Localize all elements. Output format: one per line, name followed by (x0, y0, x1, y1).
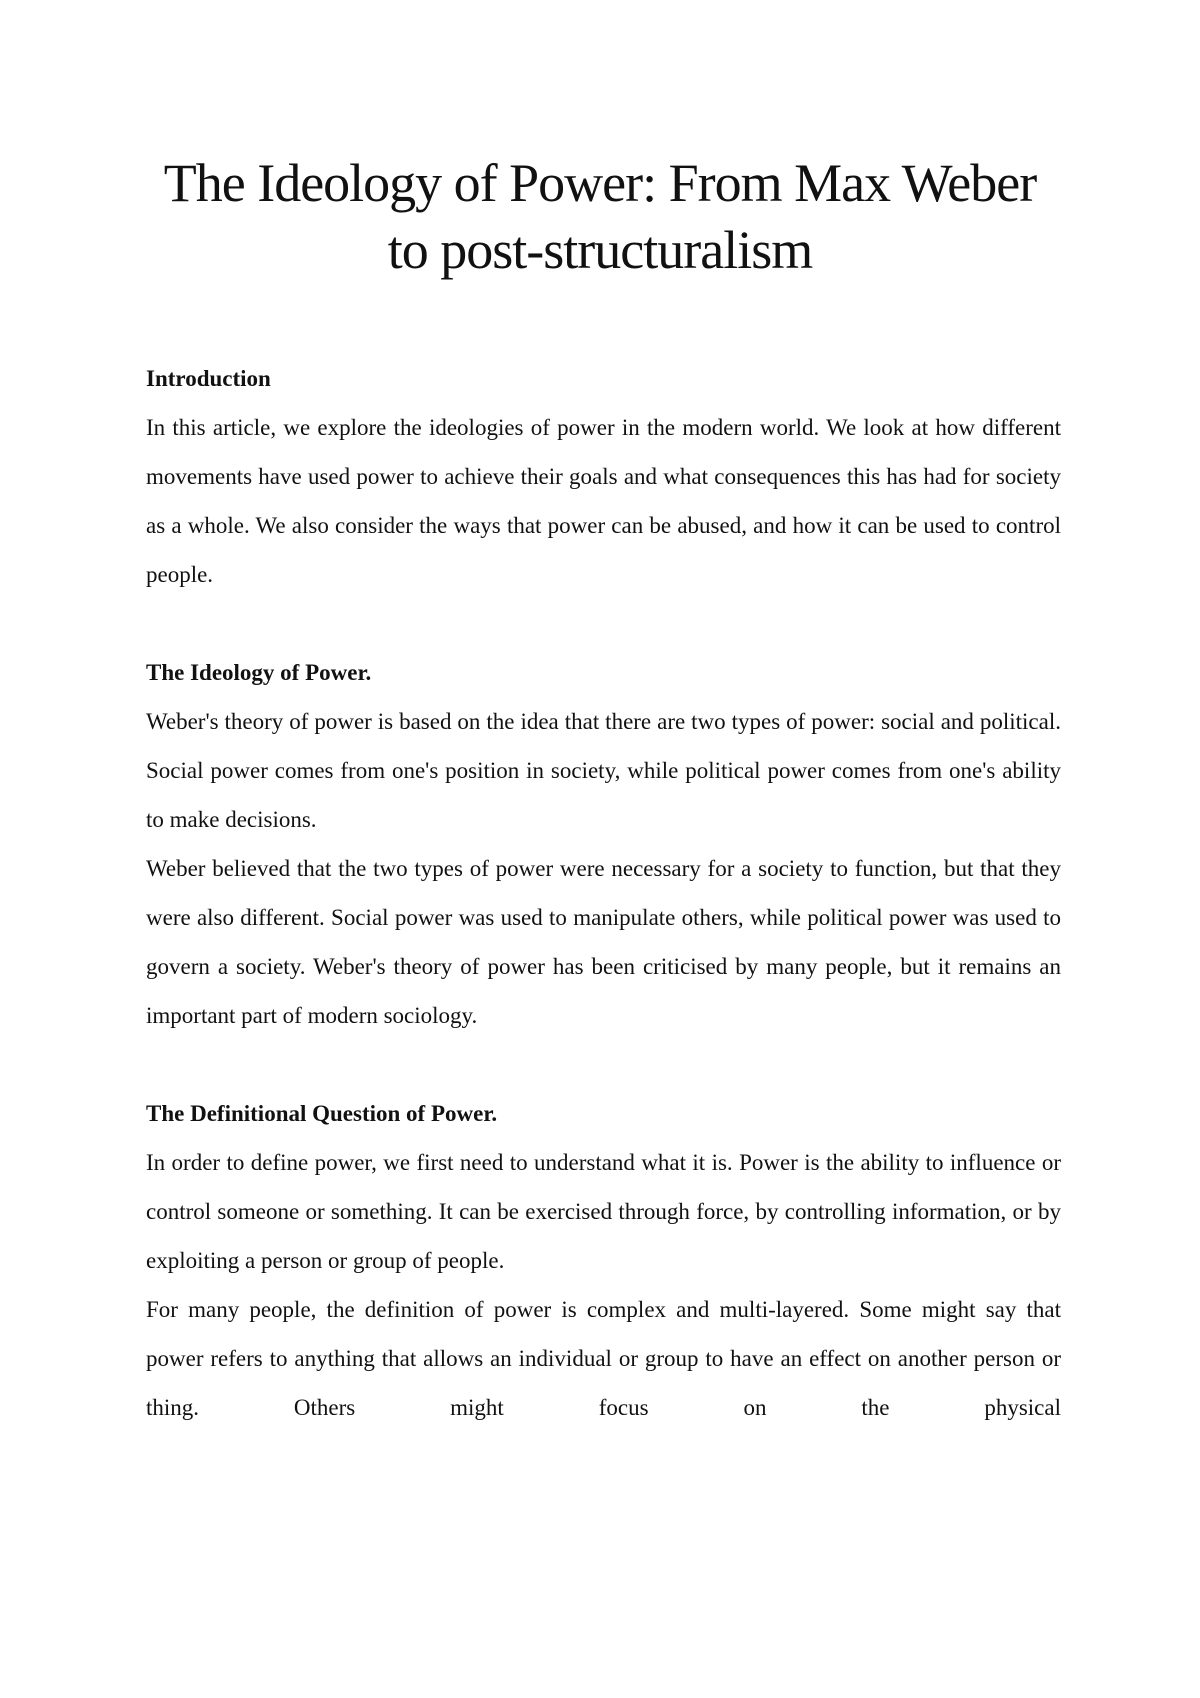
section-heading: The Definitional Question of Power. (146, 1101, 498, 1126)
document-title: The Ideology of Power: From Max Weber to post-structuralism (163, 153, 1037, 280)
paragraph: Weber's theory of power is based on the idea that there are two types of power: social and political. Social power comes from one's position in society, while political power comes from one's ability to make decisions. (146, 709, 1061, 832)
section-definitional-question (146, 1089, 1061, 1432)
paragraph: For many people, the definition of power is complex and multi-layered. Some might say that power refers to anything that allows an individual or group to have an effect on another person or thing. Others might focus on the physical (146, 1297, 1061, 1420)
section-heading: The Ideology of Power. (146, 660, 372, 685)
document-body (146, 354, 1061, 1481)
section-heading: Introduction (146, 366, 271, 391)
paragraph: In order to define power, we first need to understand what it is. Power is the ability to influence or control someone or something. It can be exercised through force, by controlling information, or by exploiting a person or group of people. (146, 1150, 1061, 1273)
section-ideology-of-power (146, 648, 1061, 1040)
section-introduction (146, 354, 1061, 599)
paragraph: In this article, we explore the ideologies of power in the modern world. We look at how different movements have used power to achieve their goals and what consequences this has had for society as a whole. We also consider the ways that power can be abused, and how it can be used to control people. (146, 415, 1061, 587)
paragraph: Weber believed that the two types of power were necessary for a society to function, but that they were also different. Social power was used to manipulate others, while political power was used to govern a society. Weber's theory of power has been criticised by many people, but it remains an important part of modern sociology. (146, 856, 1061, 1028)
